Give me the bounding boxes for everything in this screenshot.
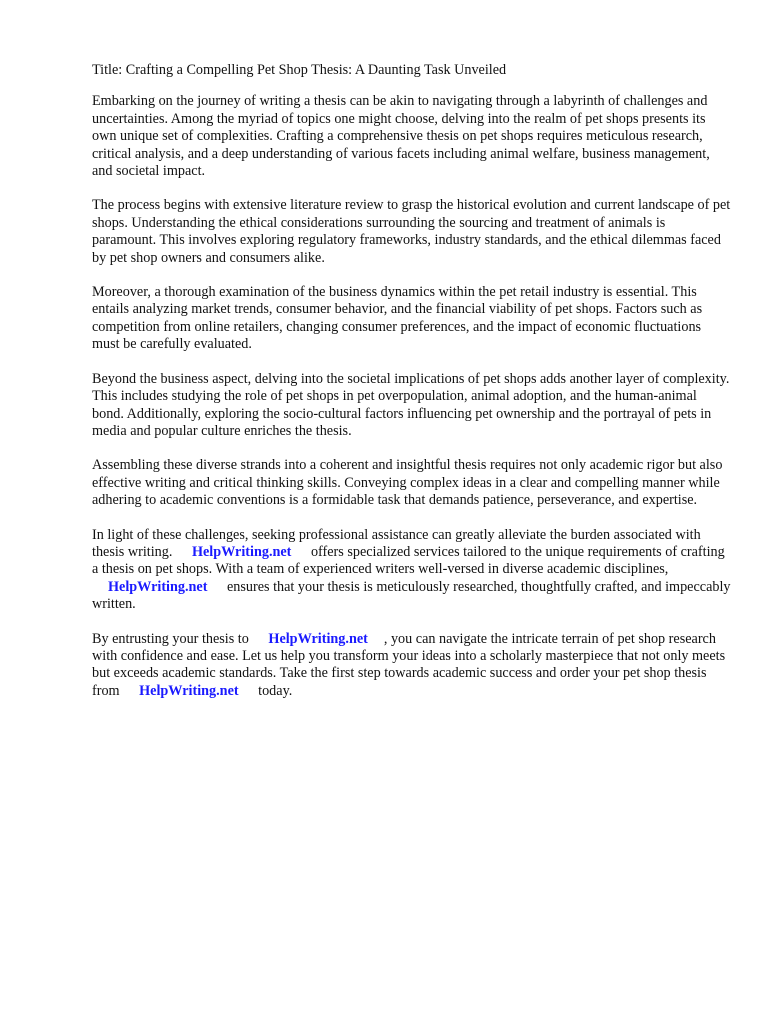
paragraph-text: , you can navigate the intricate terrain of pet shop research with confidence and ease. Let us help you transform your ideas into a scholarly masterpiece that not only meets but exceeds academic standards. Take the first step towards academic success and order your pet shop thesis from xyxy=(92,630,726,699)
paragraph-text: today. xyxy=(258,682,293,699)
paragraph-societal-implications: Beyond the business aspect, delving into the societal implications of pet shops adds another layer of complexity. This includes studying the role of pet shops in pet overpopulation, animal adoption, and the human-animal bond. Additionally, exploring the socio-cultural factors influencing pet ownership and the portrayal of pets in media and popular culture enriches the thesis. xyxy=(92,370,730,439)
helpwriting-link[interactable]: HelpWriting.net xyxy=(268,630,368,647)
paragraph-business-dynamics: Moreover, a thorough examination of the business dynamics within the pet retail industry is essential. This entails analyzing market trends, consumer behavior, and the financial viability of pet shops. Factors such as competition from online retailers, changing consumer preferences, and the impact of economic fluctuations must be carefully evaluated. xyxy=(92,284,703,353)
paragraph-text: offers specialized services tailored to the unique requirements of crafting a thesis on pet shops. With a team of experienced writers well-versed in diverse academic disciplines, xyxy=(92,543,725,578)
paragraph-text: By entrusting your thesis to xyxy=(92,630,249,647)
helpwriting-link[interactable]: HelpWriting.net xyxy=(108,578,208,595)
paragraph-text: In light of these challenges, seeking professional assistance can greatly alleviate the burden associated with thesis writing. xyxy=(92,526,701,560)
helpwriting-link[interactable]: HelpWriting.net xyxy=(139,682,239,699)
helpwriting-link[interactable]: HelpWriting.net xyxy=(191,543,292,560)
document-title: Title: Crafting a Compelling Pet Shop Thesis: A Daunting Task Unveiled xyxy=(92,62,507,78)
paragraph-intro: Embarking on the journey of writing a thesis can be akin to navigating through a labyrinth of challenges and uncertainties. Among the myriad of topics one might choose, delving into the realm of pet shops presents its own unique set of complexities. Crafting a comprehensive thesis on pet shops requires meticulous research, critical analysis, and a deep understanding of various facets including animal welfare, business management, and societal impact. xyxy=(92,93,710,180)
paragraph-literature-review: The process begins with extensive literature review to grasp the historical evolution and current landscape of pet shops. Understanding the ethical considerations surrounding the sourcing and treatment of animals is paramount. This involves exploring regulatory frameworks, industry standards, and the ethical dilemmas faced by pet shop owners and consumers alike. xyxy=(92,197,731,266)
paragraph-assembling-thesis: Assembling these diverse strands into a coherent and insightful thesis requires not only academic rigor but also effective writing and critical thinking skills. Conveying complex ideas in a clear and compelling manner while adhering to academic conventions is a formidable task that demands patience, perseverance, and expertise. xyxy=(92,457,723,509)
paragraph-call-to-action xyxy=(92,631,732,701)
paragraph-professional-assistance xyxy=(92,527,732,614)
document-page xyxy=(92,62,732,717)
paragraph-text: ensures that your thesis is meticulously researched, thoughtfully crafted, and impeccably written. xyxy=(92,578,731,613)
